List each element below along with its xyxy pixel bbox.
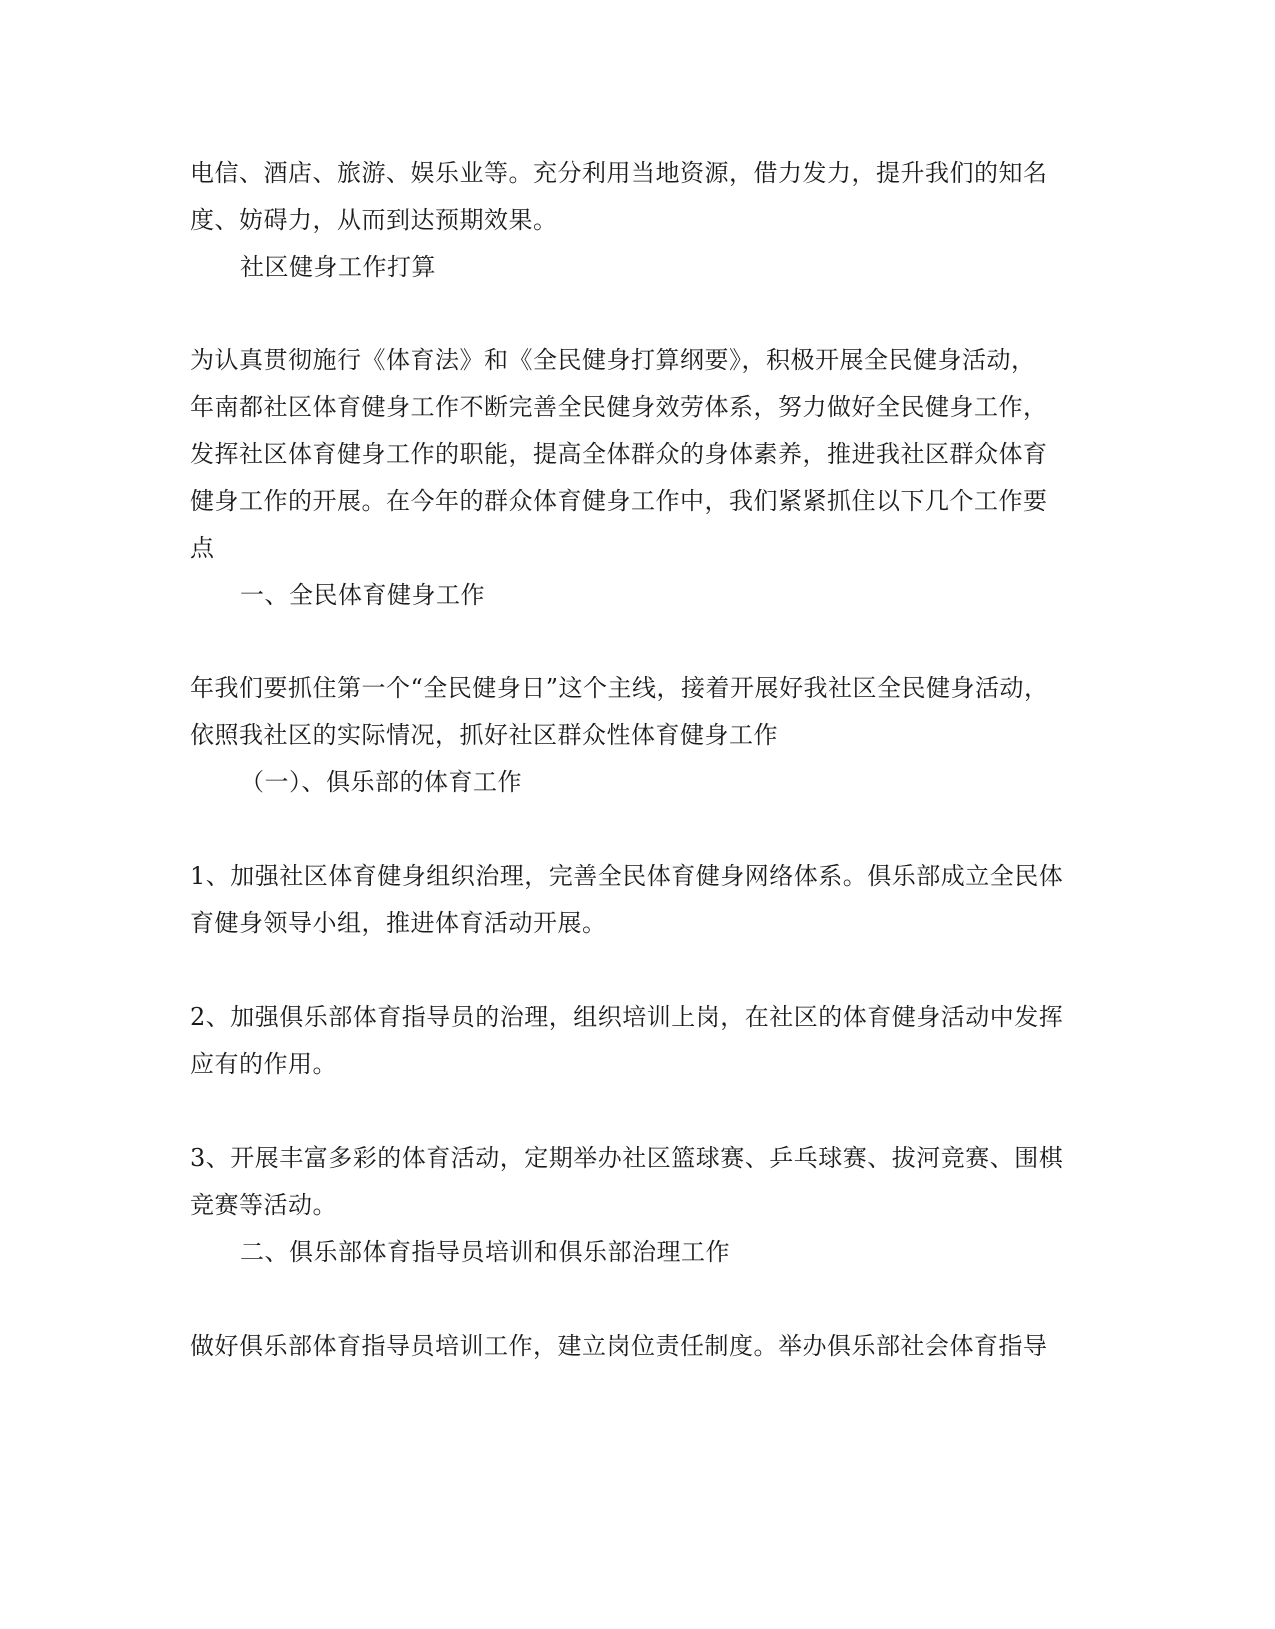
- body-text-line: 电信、酒店、旅游、娱乐业等。充分利用当地资源，借力发力，提升我们的知名: [190, 159, 1048, 187]
- body-text-line: 健身工作的开展。在今年的群众体育健身工作中，我们紧紧抓住以下几个工作要: [190, 487, 1048, 515]
- subsection-heading: （一）、俱乐部的体育工作: [240, 768, 522, 796]
- list-item-line: 育健身领导小组，推进体育活动开展。: [190, 909, 607, 937]
- list-item-line: 2、加强俱乐部体育指导员的治理，组织培训上岗，在社区的体育健身活动中发挥: [190, 1003, 1064, 1031]
- list-item-line: 3、开展丰富多彩的体育活动，定期举办社区篮球赛、乒乓球赛、拔河竞赛、围棋: [190, 1144, 1064, 1172]
- body-text-line: 年我们要抓住第一个“全民健身日”这个主线，接着开展好我社区全民健身活动，: [190, 674, 1049, 702]
- section-heading: 一、全民体育健身工作: [240, 581, 485, 609]
- body-text-line: 做好俱乐部体育指导员培训工作，建立岗位责任制度。举办俱乐部社会体育指导: [190, 1332, 1048, 1360]
- body-text-line: 年南都社区体育健身工作不断完善全民健身效劳体系，努力做好全民健身工作，: [190, 393, 1048, 421]
- body-text-line: 发挥社区体育健身工作的职能，提高全体群众的身体素养，推进我社区群众体育: [190, 440, 1048, 468]
- section-heading: 二、俱乐部体育指导员培训和俱乐部治理工作: [240, 1238, 730, 1266]
- body-text-line: 点: [190, 534, 215, 562]
- list-item-line: 1、加强社区体育健身组织治理，完善全民体育健身网络体系。俱乐部成立全民体: [190, 862, 1064, 890]
- body-text-line: 依照我社区的实际情况，抓好社区群众性体育健身工作: [190, 721, 778, 749]
- body-text-line: 度、妨碍力，从而到达预期效果。: [190, 206, 558, 234]
- section-heading: 社区健身工作打算: [240, 253, 436, 281]
- list-item-line: 应有的作用。: [190, 1050, 337, 1078]
- list-item-line: 竞赛等活动。: [190, 1191, 337, 1219]
- body-text-line: 为认真贯彻施行《体育法》和《全民健身打算纲要》，积极开展全民健身活动，: [190, 346, 1036, 374]
